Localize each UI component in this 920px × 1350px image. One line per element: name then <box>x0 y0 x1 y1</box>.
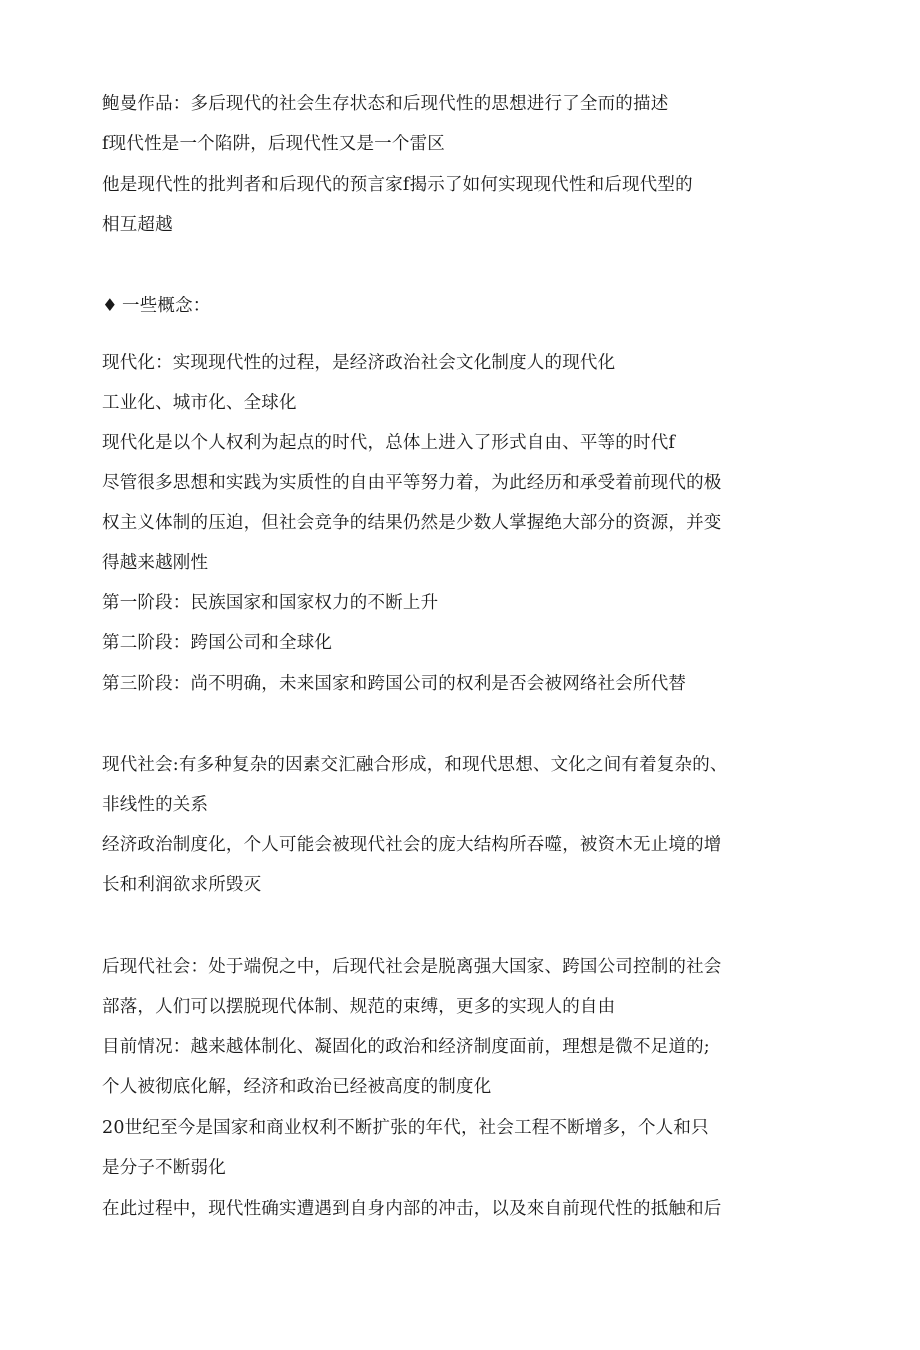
stage-three-line: 第三阶段：尚不明确，未来国家和跨国公司的权利是否会被网络社会所代替 <box>102 674 687 694</box>
intro-line-1: 鲍曼作品：多后现代的社会生存状态和后现代性的思想进行了全而的描述 <box>102 94 669 114</box>
postmodern-line-5: 20世纪至今是国家和商业权利不断扩张的年代，社会工程不断增多，个人和只 <box>102 1118 709 1138</box>
modernization-line-2: 工业化、城市化、全球化 <box>102 393 297 413</box>
postmodern-line-1: 后现代社会：处于端倪之中，后现代社会是脱离强大国家、跨国公司控制的社会 <box>102 957 722 977</box>
modern-society-line-4: 长和利润欲求所毁灭 <box>102 875 262 895</box>
postmodern-line-7: 在此过程中，现代性确实遭遇到自身内部的冲击，以及來自前现代性的抵触和后 <box>102 1199 722 1219</box>
concepts-heading-text: 一些概念： <box>122 296 211 316</box>
intro-line-2: f现代性是一个陷阱，后现代性又是一个雷区 <box>102 134 445 154</box>
intro-line-4: 相互超越 <box>102 215 173 235</box>
modernization-line-5: 权主义体制的压迫，但社会竞争的结果仍然是少数人掌握绝大部分的资源，并变 <box>102 513 722 533</box>
intro-line-3: 他是现代性的批判者和后现代的预言家f揭示了如何实现现代性和后现代型的 <box>102 175 693 195</box>
postmodern-line-6: 是分子不断弱化 <box>102 1158 226 1178</box>
modernization-line-3: 现代化是以个人权利为起点的时代，总体上进入了形式自由、平等的时代f <box>102 433 676 453</box>
modernization-line-6: 得越来越刚性 <box>102 553 209 573</box>
postmodern-line-3: 目前情况：越来越体制化、凝固化的政治和经济制度面前，理想是微不足道的; <box>102 1037 710 1057</box>
stage-one-line: 第一阶段：民族国家和国家权力的不断上升 <box>102 593 439 613</box>
postmodern-line-2: 部落，人们可以摆脱现代体制、规范的束缚，更多的实现人的自由 <box>102 997 616 1017</box>
concepts-heading <box>102 294 211 318</box>
modern-society-line-1: 现代社会:有多种复杂的因素交汇融合形成，和现代思想、文化之间有着复杂的、 <box>102 755 728 775</box>
modern-society-line-2: 非线性的关系 <box>102 795 209 815</box>
postmodern-line-4: 个人被彻底化解，经济和政治已经被高度的制度化 <box>102 1077 492 1097</box>
modernization-line-4: 尽管很多思想和实践为实质性的自由平等努力着，为此经历和承受着前现代的极 <box>102 473 722 493</box>
stage-two-line: 第二阶段：跨国公司和全球化 <box>102 633 333 653</box>
diamond-bullet-icon: ♦ <box>102 296 118 316</box>
modernization-line-1: 现代化：实现现代性的过程，是经济政治社会文化制度人的现代化 <box>102 353 616 373</box>
modern-society-line-3: 经济政治制度化，个人可能会被现代社会的庞大结构所吞噬，被资木无止境的增 <box>102 835 722 855</box>
